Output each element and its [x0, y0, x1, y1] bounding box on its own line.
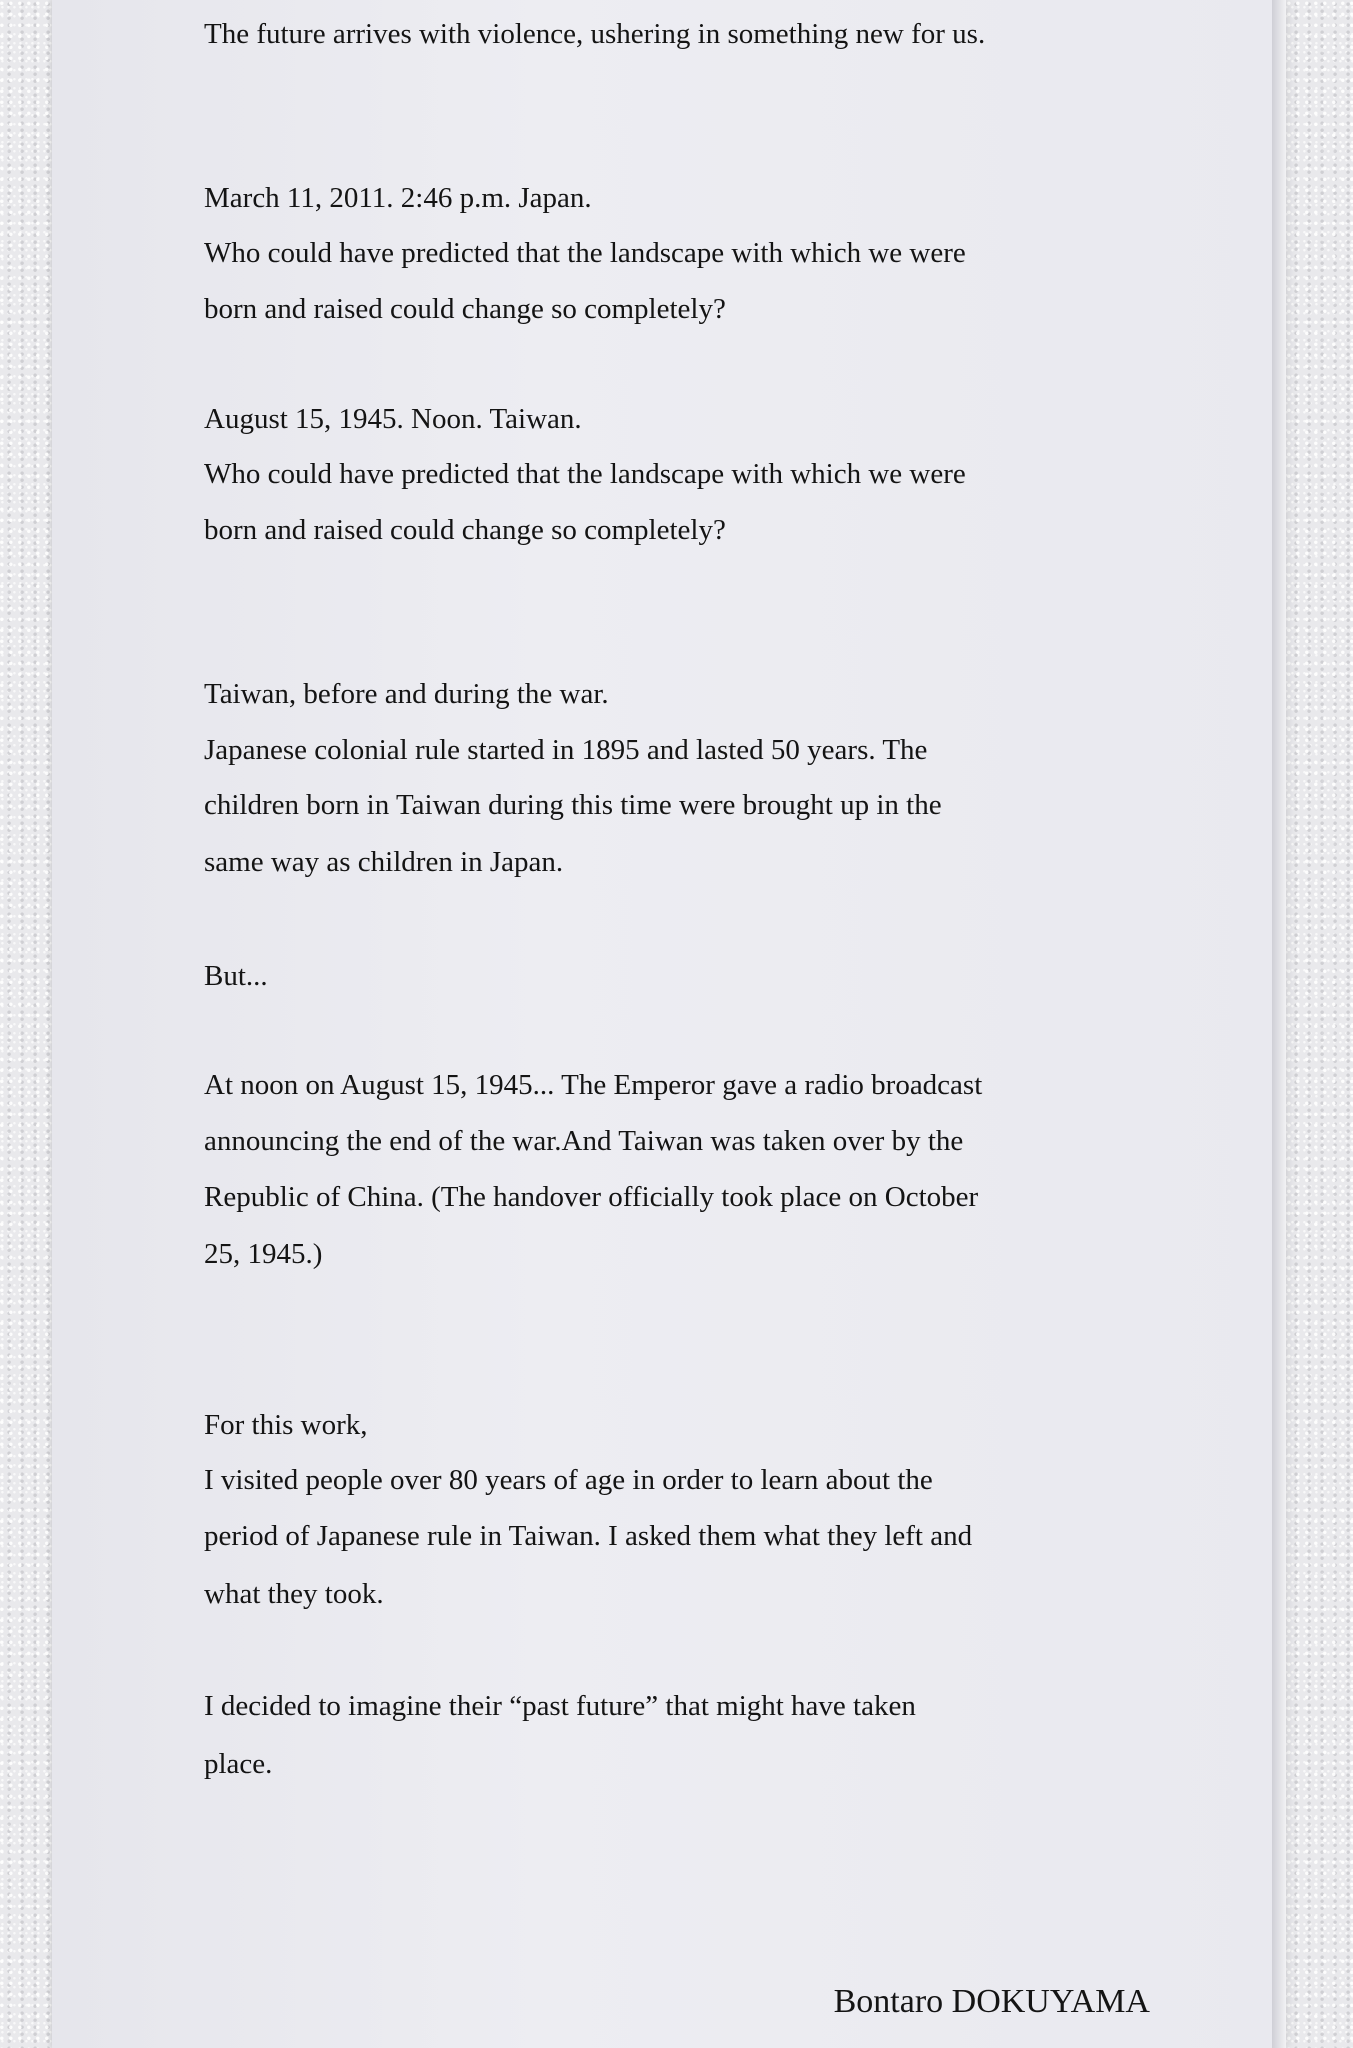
- noon-paragraph-line-2: announcing the end of the war.And Taiwan was taken over by the: [204, 1125, 964, 1157]
- japan-question-line-2: born and raised could change so completely?: [204, 293, 726, 325]
- taiwan-question-line-2: born and raised could change so completely?: [204, 514, 726, 546]
- but-line: But...: [204, 960, 268, 992]
- intro-line: The future arrives with violence, ushering in something new for us.: [204, 18, 986, 50]
- work-paragraph-line-1: I visited people over 80 years of age in order to learn about the: [204, 1464, 933, 1496]
- war-paragraph-line-3: same way as children in Japan.: [204, 846, 564, 878]
- work-paragraph-line-3: what they took.: [204, 1578, 384, 1610]
- war-heading: Taiwan, before and during the war.: [204, 678, 609, 710]
- japan-question-line-1: Who could have predicted that the landscape with which we were: [204, 237, 966, 269]
- work-heading: For this work,: [204, 1409, 368, 1441]
- taiwan-date-line: August 15, 1945. Noon. Taiwan.: [204, 403, 582, 435]
- taiwan-question-line-1: Who could have predicted that the landscape with which we were: [204, 458, 966, 490]
- wall-right: [1298, 0, 1353, 2048]
- wall-left: [0, 0, 52, 2048]
- artist-signature: Bontaro DOKUYAMA: [833, 1983, 1150, 2020]
- war-paragraph-line-2: children born in Taiwan during this time were brought up in the: [204, 789, 942, 821]
- imagine-paragraph-line-2: place.: [204, 1748, 273, 1780]
- panel-edge: [1272, 0, 1286, 2048]
- war-paragraph-line-1: Japanese colonial rule started in 1895 and lasted 50 years. The: [204, 734, 928, 766]
- imagine-paragraph-line-1: I decided to imagine their “past future” that might have taken: [204, 1690, 916, 1722]
- noon-paragraph-line-4: 25, 1945.): [204, 1238, 323, 1270]
- japan-date-line: March 11, 2011. 2:46 p.m. Japan.: [204, 182, 592, 214]
- noon-paragraph-line-1: At noon on August 15, 1945... The Emperor gave a radio broadcast: [204, 1069, 983, 1101]
- work-paragraph-line-2: period of Japanese rule in Taiwan. I asked them what they left and: [204, 1520, 973, 1552]
- noon-paragraph-line-3: Republic of China. (The handover officially took place on October: [204, 1181, 979, 1213]
